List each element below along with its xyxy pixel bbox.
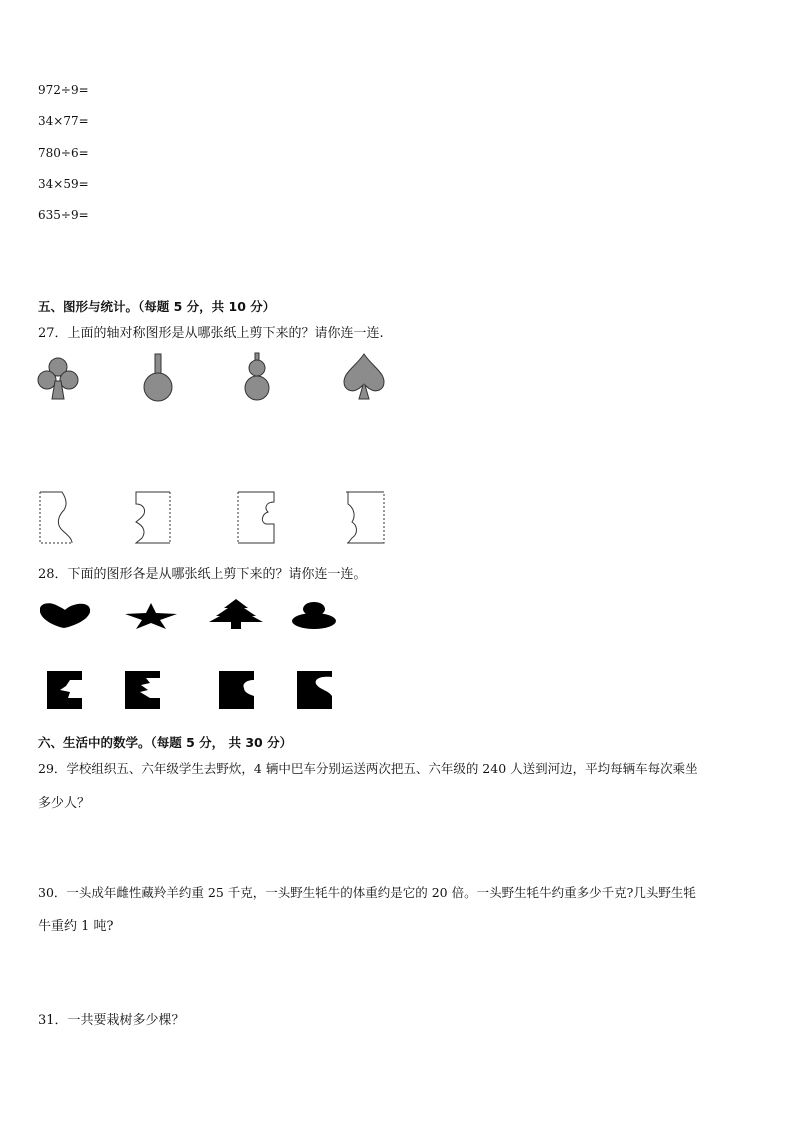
section6-heading: 六、生活中的数学。（每题 5 分， 共 30 分） (38, 735, 293, 750)
folded-paper-cut-c (236, 490, 280, 545)
black-cut-d (296, 670, 334, 710)
calc-4: 34×59= (38, 177, 89, 191)
question-31: 31．一共要栽树多少棵？ (38, 1013, 185, 1028)
question-28: 28．下面的图形各是从哪张纸上剪下来的？请你连一连。 (38, 567, 367, 582)
question-27: 27．上面的轴对称图形是从哪张纸上剪下来的？请你连一连. (38, 326, 384, 341)
question-30-line2: 牛重约 1 吨? (38, 919, 114, 934)
tree-shape (208, 598, 264, 630)
folded-paper-cut-a (38, 490, 78, 545)
question-29-line1: 29．学校组织五、六年级学生去野炊，4 辆中巴车分别运送两次把五、六年级的 240 人送到河边，平均每辆车每次乘坐 (38, 761, 698, 776)
club-shape (36, 355, 80, 401)
folded-paper-cut-d (344, 490, 388, 545)
calc-2: 34×77= (38, 114, 89, 128)
section5-heading: 五、图形与统计。（每题 5 分，共 10 分） (38, 299, 276, 314)
calc-5: 635÷9= (38, 208, 89, 222)
question-29-line2: 多少人？ (38, 796, 91, 811)
question-30-line1: 30．一头成年雌性藏羚羊约重 25 千克，一头野生牦牛的体重约是它的 20 倍。一头野生牦牛约重多少千克?几头野生牦 (38, 885, 696, 900)
gourd-shape (240, 352, 274, 402)
snowman-shape (290, 600, 338, 630)
ball-on-stick-shape (140, 352, 176, 402)
black-cut-a (46, 670, 84, 710)
spade-shape (342, 352, 386, 402)
star-shape (124, 602, 178, 630)
heart-shape (38, 600, 92, 630)
calc-3: 780÷6= (38, 146, 89, 160)
black-cut-b (124, 670, 162, 710)
calc-1: 972÷9= (38, 83, 89, 97)
folded-paper-cut-b (130, 490, 174, 545)
black-cut-c (218, 670, 256, 710)
